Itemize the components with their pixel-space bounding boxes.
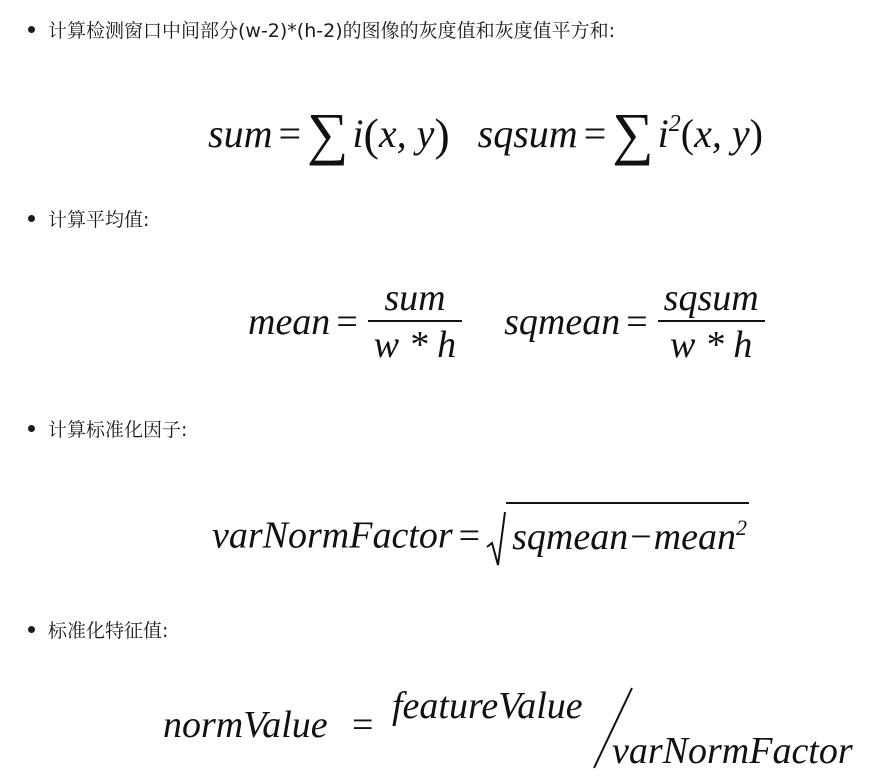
slash-denominator: varNormFactor [612, 730, 853, 772]
radicand-sqmean: sqmean [512, 516, 629, 558]
sum-lhs: sum [208, 111, 273, 156]
right-paren: ) [434, 109, 450, 160]
equals-sign: = [626, 301, 648, 343]
equals-sign: = [352, 704, 374, 746]
intensity-symbol: i [352, 111, 364, 156]
mean-denominator: w * h [373, 324, 457, 366]
sigma-symbol: ∑ [307, 101, 349, 166]
sqmean-numerator: sqsum [658, 276, 765, 322]
norm-value-lhs: normValue [163, 704, 328, 746]
sqmean-lhs: sqmean [504, 301, 621, 343]
bullet-text: 计算检测窗口中间部分(w-2)*(h-2)的图像的灰度值和灰度值平方和: [48, 20, 616, 42]
minus-sign: − [630, 516, 652, 558]
equals-sign: = [336, 301, 358, 343]
sigma-symbol: ∑ [612, 101, 654, 166]
slash-numerator: featureValue [392, 685, 583, 727]
bullet-text: 标准化特征值: [48, 620, 169, 642]
equals-sign: = [583, 111, 607, 156]
radicand-mean: mean [653, 516, 736, 558]
equals-sign: = [278, 111, 302, 156]
bullet-text: 计算标准化因子: [48, 419, 188, 441]
exponent: 2 [735, 515, 747, 540]
equals-sign: = [458, 514, 481, 557]
var-norm-factor-lhs: varNormFactor [212, 514, 453, 557]
bullet-text: 计算平均值: [48, 209, 150, 231]
mean-lhs: mean [248, 301, 331, 343]
left-paren: ( [680, 111, 695, 156]
coords: x, y [378, 111, 435, 156]
left-paren: ( [363, 109, 379, 160]
mean-numerator: sum [368, 276, 462, 322]
sqmean-denominator: w * h [669, 324, 753, 366]
right-paren: ) [749, 111, 763, 156]
coords: x, y [694, 111, 750, 156]
exponent: 2 [668, 111, 681, 137]
sqsum-lhs: sqsum [477, 111, 578, 156]
intensity-symbol: i [657, 111, 669, 156]
